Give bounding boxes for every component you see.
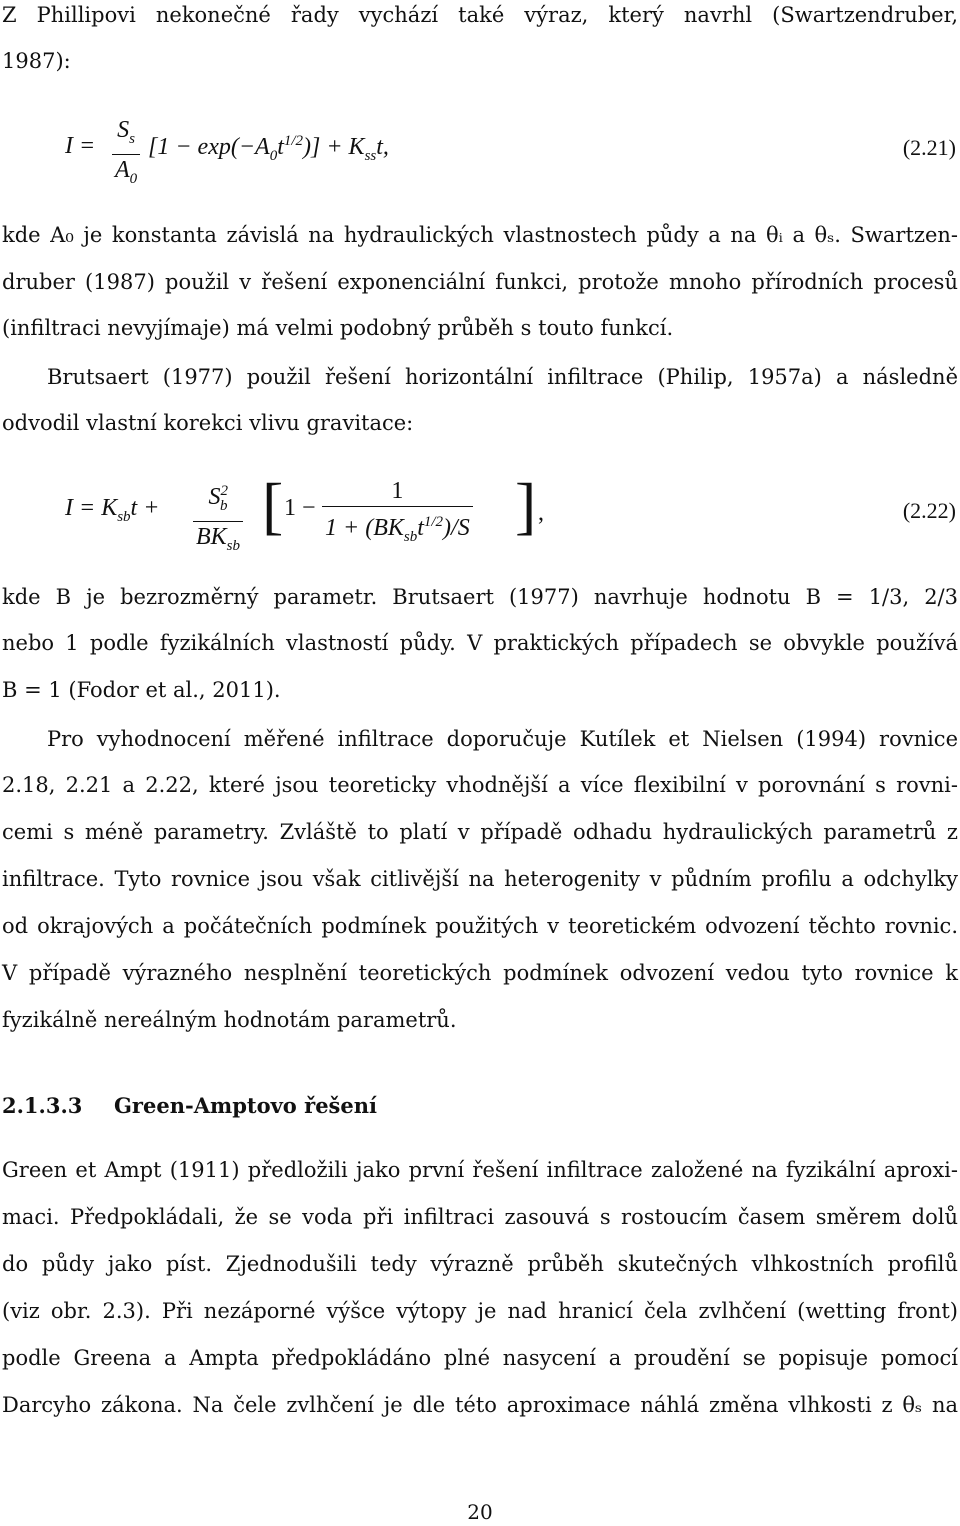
equation-number: (2.21) bbox=[902, 135, 956, 160]
eq-part: )] + K bbox=[303, 134, 365, 160]
frac-denominator: 1 + (BK bbox=[325, 515, 404, 541]
frac-sup: 2 bbox=[220, 483, 228, 499]
paragraph-line: infiltrace. Tyto rovnice jsou však citlivější na heterogenity v půdním profilu a odchylky bbox=[2, 867, 958, 891]
eq-sub: 0 bbox=[269, 147, 278, 164]
eq-sub: sb bbox=[117, 508, 131, 525]
frac-sub: sb bbox=[403, 528, 418, 545]
paragraph-line: do půdy jako píst. Zjednodušili tedy výrazně průběh skutečných vlhkostních profilů bbox=[2, 1252, 958, 1276]
eq-lhs: I = bbox=[65, 133, 96, 159]
eq-part: t, bbox=[376, 134, 389, 160]
paragraph-line: Z Phillipovi nekonečné řady vychází také výraz, který navrhl (Swartzendruber, bbox=[2, 3, 958, 27]
paragraph-line: od okrajových a počátečních podmínek použitých v teoretickém odvození těchto rovnic. bbox=[2, 914, 958, 938]
frac-denominator: BK bbox=[196, 523, 227, 550]
paragraph-line: kde B je bezrozměrný parametr. Brutsaert (1977) navrhuje hodnotu B = 1/3, 2/3 bbox=[2, 585, 958, 609]
paragraph-line: fyzikálně nereálným hodnotám parametrů. bbox=[2, 1008, 457, 1032]
paragraph-line: Green et Ampt (1911) předložili jako první řešení infiltrace založené na fyzikální aproxi- bbox=[2, 1158, 958, 1182]
paragraph-line: druber (1987) použil v řešení exponenciální funkci, protože mnoho přírodních procesů bbox=[2, 270, 958, 294]
paragraph-line: cemi s méně parametry. Zvláště to platí v případě odhadu hydraulických parametrů z bbox=[2, 820, 958, 844]
paragraph-line: (viz obr. 2.3). Při nezáporné výšce výtopy je nad hranicí čela zvlhčení (wetting front) bbox=[2, 1299, 958, 1323]
paragraph-line: Darcyho zákona. Na čele zvlhčení je dle této aproximace náhlá změna vlhkosti z θₛ na bbox=[2, 1393, 958, 1417]
eq-comma: , bbox=[538, 500, 544, 526]
frac-denominator-sub: 0 bbox=[129, 170, 138, 187]
paragraph-line: B = 1 (Fodor et al., 2011). bbox=[2, 678, 281, 702]
equation-2-21 bbox=[0, 115, 960, 187]
paragraph-line: maci. Předpokládali, že se voda při infiltraci zasouvá s rostoucím časem směrem dolů bbox=[2, 1205, 958, 1229]
frac-denominator: t bbox=[417, 515, 424, 541]
frac-denominator: A bbox=[115, 156, 130, 183]
eq-sub: ss bbox=[364, 147, 377, 164]
eq-sup: 1/2 bbox=[283, 133, 304, 149]
eq-rest bbox=[148, 133, 389, 165]
eq-inner-one: 1 − bbox=[284, 495, 316, 521]
paragraph-line: nebo 1 podle fyzikálních vlastností půdy. V praktických případech se obvykle používá bbox=[2, 631, 958, 655]
frac-numerator: S bbox=[117, 117, 130, 143]
section-number: 2.1.3.3 bbox=[2, 1093, 83, 1118]
eq-fraction bbox=[112, 115, 140, 194]
frac-numerator: 1 bbox=[322, 476, 473, 507]
paragraph-line: 2.18, 2.21 a 2.22, které jsou teoreticky vhodnější a více flexibilní v porovnání s rovni- bbox=[2, 773, 958, 797]
frac-sup: 1/2 bbox=[423, 514, 444, 530]
equation-number: (2.22) bbox=[902, 498, 956, 523]
frac-numerator-sub: s bbox=[129, 130, 135, 147]
eq-lhs bbox=[65, 495, 159, 526]
frac-sub: sb bbox=[226, 537, 241, 554]
page-number: 20 bbox=[467, 1500, 493, 1524]
equation-2-22 bbox=[0, 470, 960, 554]
paragraph-line: odvodil vlastní korekci vlivu gravitace: bbox=[2, 411, 414, 435]
paragraph-line: podle Greena a Ampta předpokládáno plné nasycení a proudění se popisuje pomocí bbox=[2, 1346, 958, 1370]
paragraph-line: Pro vyhodnocení měřené infiltrace doporučuje Kutílek et Nielsen (1994) rovnice bbox=[47, 727, 958, 751]
left-bracket-icon: [ bbox=[262, 470, 284, 541]
paragraph-line: V případě výrazného nesplnění teoretických podmínek odvození vedou tyto rovnice k bbox=[2, 961, 958, 985]
section-title: Green-Amptovo řešení bbox=[114, 1093, 377, 1118]
eq-part: t + bbox=[130, 495, 160, 521]
frac-sub: b bbox=[220, 497, 228, 514]
eq-part: I = K bbox=[65, 495, 118, 521]
paragraph-line: kde A₀ je konstanta závislá na hydraulických vlastnostech půdy a na θᵢ a θₛ. Swartzen- bbox=[2, 223, 958, 247]
right-bracket-icon: ] bbox=[515, 470, 537, 541]
eq-fraction bbox=[322, 476, 473, 552]
frac-numerator: S bbox=[208, 484, 221, 510]
paragraph-line: Brutsaert (1977) použil řešení horizontální infiltrace (Philip, 1957a) a následně bbox=[47, 365, 958, 389]
paragraph-line: (infiltraci nevyjímaje) má velmi podobný průběh s touto funkcí. bbox=[2, 316, 674, 340]
eq-part: t bbox=[277, 134, 284, 160]
section-heading bbox=[2, 1093, 377, 1118]
frac-denominator: )/S bbox=[443, 515, 470, 541]
eq-part: [1 − exp(−A bbox=[148, 134, 270, 160]
eq-fraction bbox=[193, 476, 243, 561]
paragraph-line: 1987): bbox=[2, 49, 71, 73]
